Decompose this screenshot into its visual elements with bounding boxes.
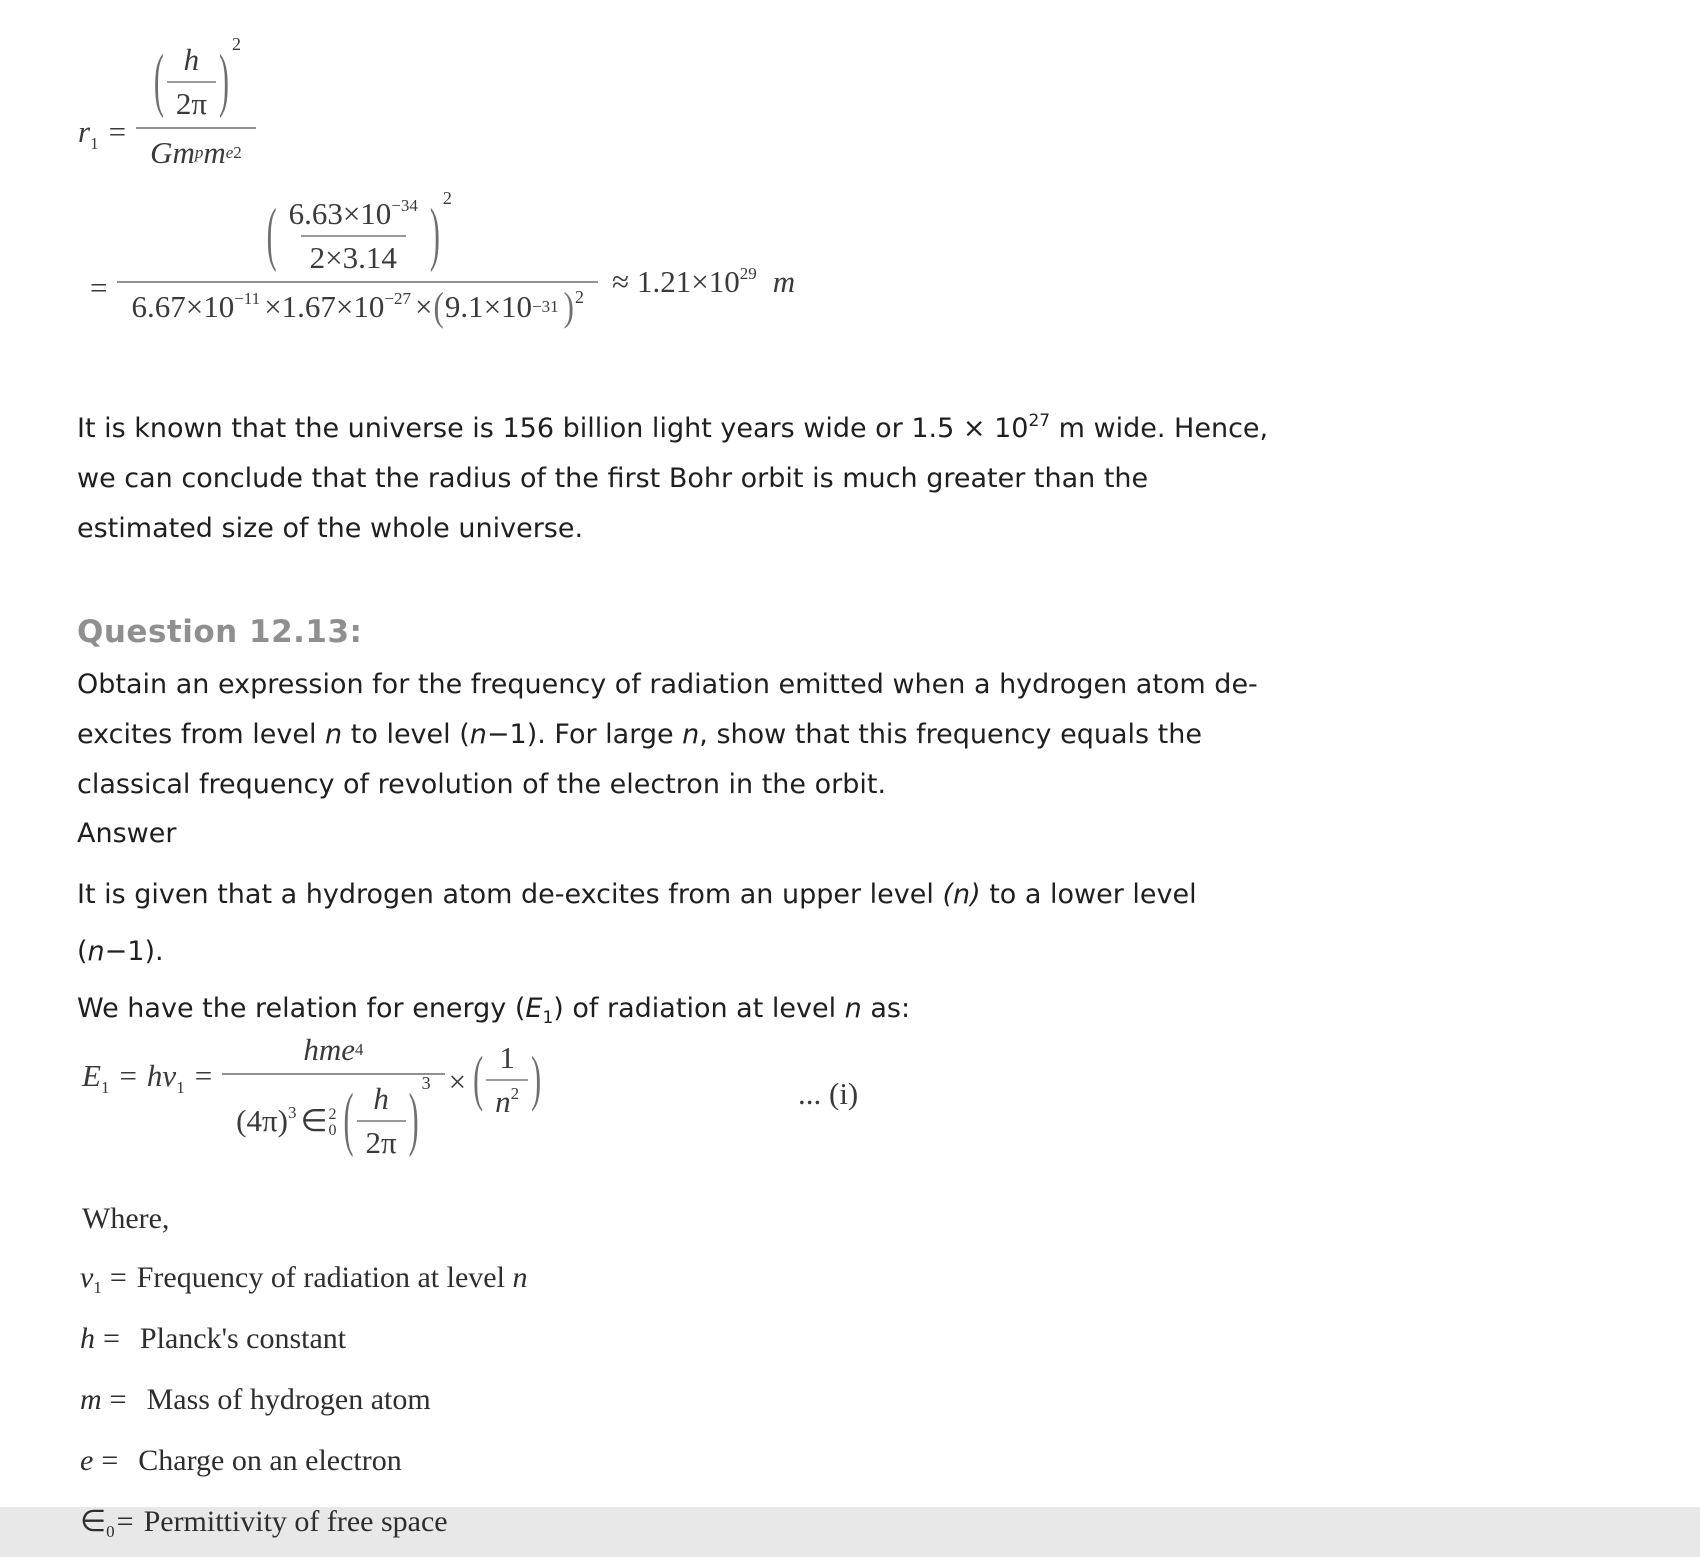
- paragraph-given: [77, 866, 1197, 980]
- text-line: we can conclude that the radius of the first Bohr orbit is much greater than the: [77, 463, 1149, 494]
- var-E: E: [525, 993, 543, 1024]
- equals-sign: =: [109, 1383, 127, 1416]
- left-paren: (: [473, 1045, 484, 1113]
- fraction-numerator: [137, 34, 255, 127]
- subscript: 0: [328, 1122, 337, 1139]
- fraction-numerator: [289, 1032, 377, 1073]
- where-label: Where,: [82, 1202, 170, 1235]
- fraction-denominator: [117, 281, 597, 330]
- exponent: −34: [391, 196, 418, 215]
- definition-text: Permittivity of free space: [143, 1505, 448, 1538]
- multiply-sign: ×: [264, 289, 282, 324]
- var-r-subscript: 1: [90, 134, 99, 153]
- definition-row: [80, 1252, 527, 1313]
- var-n: n: [682, 719, 700, 750]
- text-line: estimated size of the whole universe.: [77, 513, 584, 544]
- subscript: 1: [542, 1008, 554, 1028]
- definition-row: [80, 1374, 527, 1435]
- formula-energy-level: [82, 1032, 1622, 1161]
- paren-group: [151, 34, 241, 122]
- definition-text: Frequency of radiation at level: [136, 1261, 513, 1294]
- var-n: n: [469, 719, 487, 750]
- text-line: It is known that the universe is 156 billion light years wide or $1.5 \times 10^{27}$ m wide. Hence,: [77, 411, 1269, 444]
- definition-row: [80, 1496, 527, 1557]
- n-squared: $n^2$: [486, 1079, 528, 1120]
- right-paren: ): [429, 196, 440, 274]
- fraction-numerator: [250, 188, 466, 281]
- paragraph-question: [77, 660, 1258, 810]
- planck-h: h: [373, 1081, 389, 1116]
- right-paren: ): [408, 1081, 419, 1159]
- formula-bohr-gravitational-radius: [78, 34, 256, 171]
- exponent: 27: [1028, 411, 1051, 431]
- equals-sign: =: [194, 1058, 213, 1093]
- var-E: E: [82, 1058, 101, 1093]
- fraction-denominator: [136, 127, 256, 171]
- answer-label: Answer: [77, 818, 177, 849]
- equals-sign: =: [101, 1444, 119, 1477]
- definition-text: Mass of hydrogen atom: [146, 1383, 431, 1416]
- planck-h: h: [183, 42, 200, 77]
- equals-sign: =: [90, 270, 108, 305]
- exponent: 2: [328, 1106, 337, 1123]
- formula-result: [612, 264, 795, 300]
- var-h: h: [80, 1322, 95, 1355]
- paren-group: [341, 1073, 431, 1161]
- left-paren: (: [153, 42, 164, 120]
- epsilon-symbol: ∈: [300, 1103, 328, 1138]
- definition-row: [80, 1313, 527, 1374]
- two-pi: 2π: [167, 81, 216, 122]
- definition-text: Charge on an electron: [138, 1444, 402, 1477]
- subscript: 1: [100, 1078, 110, 1097]
- exponent: −27: [384, 289, 411, 308]
- question-heading: Question 12.13:: [77, 614, 363, 650]
- equals-sign: =: [119, 1058, 137, 1093]
- left-paren: (: [433, 283, 444, 330]
- multiply-sign: ×: [448, 1064, 467, 1099]
- fraction-denominator: [222, 1073, 444, 1161]
- planck-value: $6.63\times 10^{-34}$: [288, 196, 418, 231]
- gravitational-constant: $6.67\times 10^{-11}$: [131, 289, 261, 324]
- paragraph-universe: [77, 396, 1268, 554]
- equals-sign: =: [116, 1505, 134, 1538]
- formula-lhs: [78, 114, 136, 154]
- formula-lhs: [82, 1058, 222, 1098]
- numeral-one: 1: [499, 1040, 515, 1075]
- var-n-parens: (n): [942, 879, 981, 910]
- var-n: n: [844, 993, 862, 1024]
- text-line: excites from level n to level (n−1). For large n, show that this frequency equals the: [77, 719, 1202, 750]
- definition-row: [80, 1435, 527, 1496]
- main-fraction: [117, 188, 597, 330]
- text-line: It is given that a hydrogen atom de-excites from an upper level (n) to a lower level: [77, 879, 1197, 910]
- exponent: 3: [287, 1103, 297, 1122]
- m-electron: m: [203, 135, 226, 170]
- proton-mass: $1.67\times 10^{-27}$: [281, 289, 411, 324]
- var-nu: ν: [80, 1261, 94, 1294]
- two-pi-value: 2×3.14: [301, 235, 406, 276]
- right-paren: ): [563, 283, 574, 330]
- inner-fraction: [357, 1081, 406, 1161]
- sub-p: p: [194, 143, 204, 162]
- result-value: 1.21×10: [636, 264, 740, 299]
- G-m: Gm: [150, 135, 195, 170]
- exponent: 29: [739, 264, 757, 283]
- right-paren: ): [219, 42, 229, 120]
- approx-sign: ≈: [611, 264, 629, 299]
- definition-text: Planck's constant: [139, 1322, 347, 1355]
- one-over-n-squared: [470, 1040, 544, 1120]
- exponent: −11: [234, 289, 261, 308]
- subscript: 1: [93, 1278, 102, 1297]
- definitions-list: [80, 1252, 527, 1557]
- hme: hme: [303, 1032, 355, 1067]
- unit-m: m: [772, 264, 796, 299]
- var-r: r: [78, 114, 91, 149]
- multiply-sign: ×: [415, 289, 433, 324]
- h-nu: hν: [146, 1058, 177, 1093]
- text-line: (n−1).: [77, 936, 164, 967]
- main-fraction: [136, 34, 256, 171]
- text-line: We have the relation for energy $(E_1)$ of radiation at level n as:: [77, 993, 911, 1028]
- exponent: −31: [532, 297, 559, 316]
- equals-sign: =: [103, 1322, 120, 1355]
- left-paren: (: [266, 196, 277, 274]
- sub-e: e: [225, 143, 234, 162]
- exponent: 2: [574, 287, 584, 307]
- exponent: 2: [232, 34, 241, 54]
- equals-sign: =: [109, 1261, 127, 1294]
- subscript: 1: [176, 1078, 185, 1097]
- exponent: 2: [233, 143, 242, 162]
- two-pi: 2π: [357, 1120, 406, 1161]
- exponent: 2: [510, 1084, 520, 1103]
- subscript: 0: [106, 1522, 115, 1541]
- four-pi-cubed: $(4\pi)^3$: [236, 1103, 297, 1138]
- right-paren: ): [531, 1045, 542, 1113]
- var-n: n: [512, 1261, 528, 1294]
- var-n: n: [87, 936, 105, 967]
- exponent: 3: [421, 1073, 431, 1093]
- electron-mass-squared: ( 9.1×10 −31 ) 2: [433, 283, 584, 330]
- exponent: 4: [354, 1040, 364, 1059]
- var-e: e: [80, 1444, 94, 1477]
- text-line: classical frequency of revolution of the electron in the orbit.: [77, 769, 887, 800]
- epsilon-symbol: ∈: [80, 1505, 107, 1538]
- formula-numeric-evaluation: [80, 188, 796, 330]
- var-n: n: [325, 719, 343, 750]
- inner-fraction: [280, 196, 427, 276]
- exponent: 2: [442, 188, 452, 208]
- paren-group: [264, 188, 452, 276]
- equals-sign: =: [108, 114, 127, 149]
- var-m: m: [80, 1383, 102, 1416]
- inner-fraction: [167, 42, 216, 122]
- left-paren: (: [343, 1081, 354, 1159]
- equation-number: ... (i): [798, 1076, 859, 1111]
- text-line: Obtain an expression for the frequency of radiation emitted when a hydrogen atom de-: [77, 669, 1258, 700]
- main-fraction: [222, 1032, 444, 1161]
- epsilon-naught-squared: [300, 1103, 336, 1139]
